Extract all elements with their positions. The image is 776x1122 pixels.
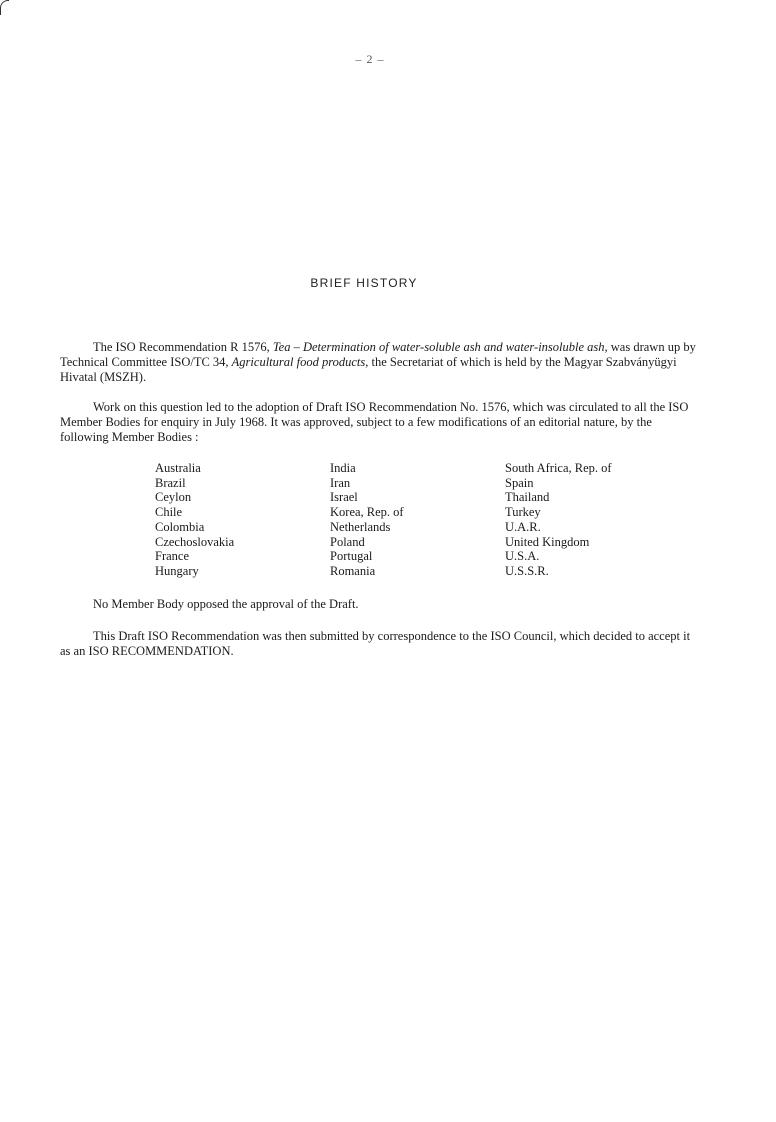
paragraph-origin-text-1: The ISO Recommendation R 1576, bbox=[93, 340, 273, 354]
member-body: U.S.A. bbox=[505, 549, 540, 564]
member-body: Ceylon bbox=[155, 490, 192, 505]
paragraph-council-decision bbox=[60, 629, 700, 659]
member-bodies-list bbox=[155, 461, 695, 579]
member-column bbox=[155, 461, 330, 579]
paragraph-no-opposition-text: No Member Body opposed the approval of the Draft. bbox=[93, 597, 359, 611]
member-body: U.A.R. bbox=[505, 519, 541, 534]
member-body: Netherlands bbox=[330, 519, 391, 534]
paragraph-adoption bbox=[60, 400, 700, 445]
member-body: United Kingdom bbox=[505, 534, 590, 549]
member-column bbox=[505, 461, 695, 579]
member-body: France bbox=[155, 549, 190, 564]
member-body: Australia bbox=[155, 461, 201, 475]
standard-title: Tea – Determination of water-soluble ash and water-insoluble ash, bbox=[272, 340, 608, 354]
paragraph-origin bbox=[60, 340, 700, 385]
member-body: Brazil bbox=[155, 475, 186, 490]
member-body: Turkey bbox=[505, 505, 541, 520]
section-title: BRIEF HISTORY bbox=[310, 276, 418, 290]
member-body: Czechoslovakia bbox=[155, 534, 235, 549]
paragraph-no-opposition bbox=[60, 597, 700, 612]
committee-title: Agricultural food products, bbox=[231, 355, 369, 369]
member-body: Chile bbox=[155, 505, 183, 520]
member-body: Poland bbox=[330, 534, 365, 549]
member-body: Israel bbox=[330, 490, 358, 505]
member-column bbox=[330, 461, 505, 579]
page-number: – 2 – bbox=[355, 52, 385, 66]
paragraph-adoption-text: Work on this question led to the adoption of Draft ISO Recommendation No. 1576, which was circulated to all the ISO Member Bodies for enquiry in July 1968. It was approved, subject to a few modifications of an editorial nature, by the following Member Bodies : bbox=[60, 400, 689, 444]
member-body: U.S.S.R. bbox=[505, 563, 549, 578]
member-body: Portugal bbox=[330, 549, 373, 564]
member-body: Romania bbox=[330, 563, 376, 578]
member-body: South Africa, Rep. of bbox=[505, 461, 612, 475]
member-body: Korea, Rep. of bbox=[330, 505, 404, 520]
member-body: Colombia bbox=[155, 519, 205, 534]
paragraph-origin-text-3: the Secretariat of which is held by the Magyar Szabványügyi Hivatal (MSZH). bbox=[60, 355, 677, 384]
paragraph-council-decision-text: This Draft ISO Recommendation was then submitted by correspondence to the ISO Council, which decided to accept it as an ISO RECOMMENDATION. bbox=[60, 629, 691, 658]
member-body: Iran bbox=[330, 475, 351, 490]
paragraph-origin-text-2: was drawn up by Technical Committee ISO/TC 34, bbox=[60, 340, 696, 369]
member-body: India bbox=[330, 461, 356, 475]
member-body: Hungary bbox=[155, 563, 199, 578]
member-body: Thailand bbox=[505, 490, 550, 505]
crop-mark bbox=[0, 0, 9, 15]
member-body: Spain bbox=[505, 475, 534, 490]
